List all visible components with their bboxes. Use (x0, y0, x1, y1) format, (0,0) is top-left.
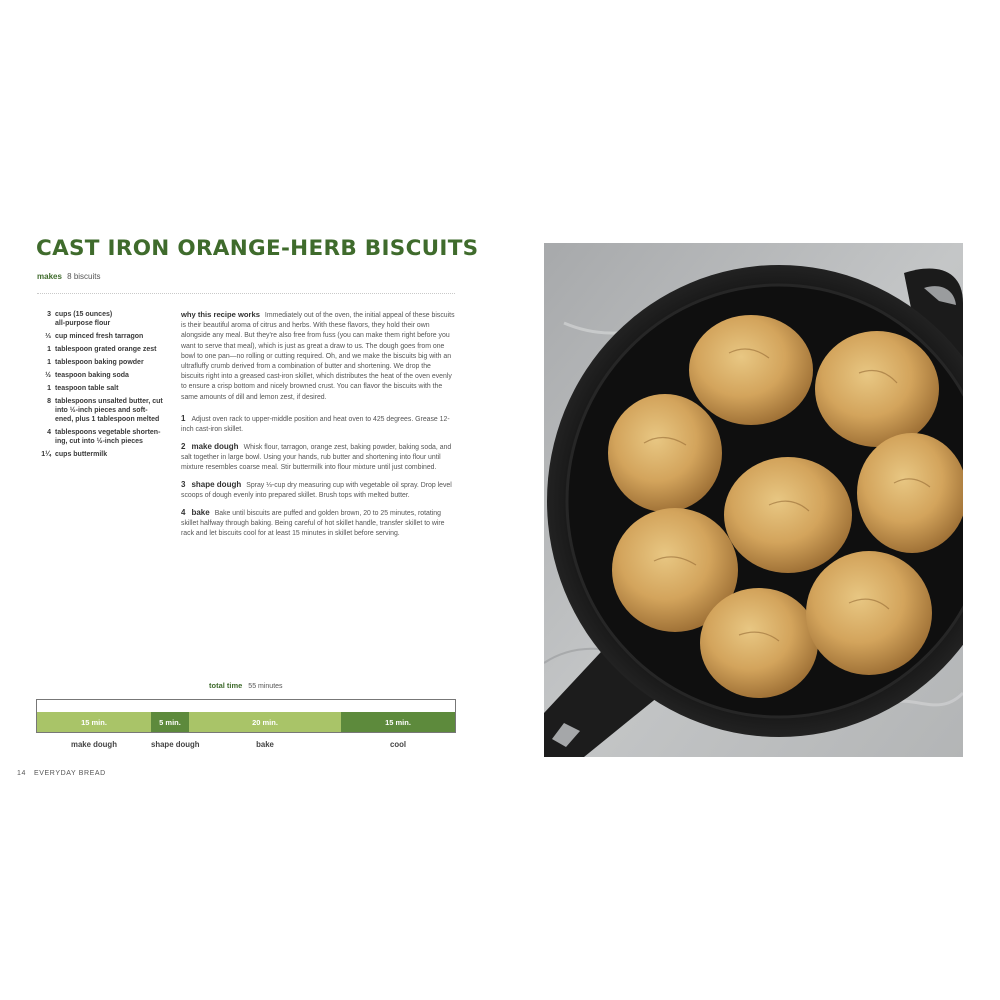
step-name: make dough (191, 441, 239, 451)
makes-label: makes (37, 272, 62, 281)
ingredient-item (37, 397, 171, 424)
ingredient-item (37, 384, 171, 393)
segment-label-make-dough: make dough (71, 740, 117, 749)
book-title: EVERYDAY BREAD (34, 770, 106, 777)
ingredient-text: teaspoon table salt (55, 385, 119, 392)
step-name: shape dough (191, 480, 242, 490)
ingredient-list (37, 310, 171, 463)
time-bar (36, 699, 456, 733)
ingredient-qty: 1 (47, 359, 51, 366)
ingredient-item (37, 371, 171, 380)
ingredient-qty: ½ (45, 372, 51, 379)
step-text: Whisk flour, tarragon, orange zest, baking powder, baking soda, and salt together in large bowl. Using your hands, rub butter and shortening into flour until mixture resembles coarse meal. Stir buttermilk into flour mixture until just combined. (181, 443, 452, 472)
step-number: 4 (181, 507, 186, 517)
ingredient-qty: 3 (47, 311, 51, 318)
ingredient-qty: 1 (47, 346, 51, 353)
ingredient-text: tablespoon baking powder (55, 359, 144, 366)
segment-shape-dough: 5 min. (151, 712, 189, 732)
yield (37, 272, 101, 281)
page-number: 14 (17, 770, 26, 777)
method-steps (181, 414, 457, 546)
segment-label-shape-dough: shape dough (151, 740, 200, 749)
ingredient-item (37, 310, 171, 328)
ingredient-text: cup minced fresh tarragon (55, 333, 144, 340)
step-1 (181, 414, 457, 435)
why-text: Immediately out of the oven, the initial appeal of these biscuits is their beautiful aroma of citrus and herbs. With these flavors, they hold their own alongside any meal. But they're also free from fuss (you can make them right before you want to serve that meal), which is just as great a draw to us. The dough goes from one bowl to one pan—no rolling or cutting required. Oh, and we make the biscuits big with an ultrafluffy crumb derived from a combination of butter and shortening. We drop the biscuits right into a greased cast-iron skillet, which distributes the heat of the oven evenly to ensure a crisp bottom and nicely browned crust. You can flavor the biscuits with the same amounts of dill and lemon zest, if desired. (181, 312, 455, 401)
ingredient-qty: 8 (47, 398, 51, 405)
step-3 (181, 480, 457, 501)
ingredient-item (37, 332, 171, 341)
ingredient-text: cups (15 ounces) all-purpose flour (55, 311, 113, 327)
makes-value: 8 biscuits (67, 272, 101, 281)
segment-label-bake: bake (256, 740, 274, 749)
why-this-recipe-works (181, 310, 455, 403)
step-text: Spray ⅓-cup dry measuring cup with vegetable oil spray. Drop level scoops of dough evenly into prepared skillet. Brush tops with melted butter. (181, 482, 452, 500)
segment-bake: 20 min. (189, 712, 341, 732)
segment-label-cool: cool (389, 740, 407, 749)
time-bar-track (37, 712, 455, 732)
ingredient-item (37, 345, 171, 354)
biscuits-skillet-photo (544, 243, 963, 757)
ingredient-item (37, 358, 171, 367)
step-4 (181, 508, 457, 540)
step-text: Bake until biscuits are puffed and golden brown, 20 to 25 minutes, rotating skillet halfway through baking. Being careful of hot skillet handle, transfer skillet to wire rack and let biscuits cool for at least 15 minutes in skillet before serving. (181, 509, 445, 538)
ingredient-text: tablespoon grated orange zest (55, 346, 157, 353)
ingredient-item (37, 450, 171, 459)
ingredient-item (37, 428, 171, 446)
ingredient-text: tablespoons vegetable shorten- ing, cut into ½-inch pieces (55, 429, 161, 445)
ingredient-text: tablespoons unsalted butter, cut into ½-inch pieces and soft- ened, plus 1 tablespoon melted (55, 398, 163, 423)
recipe-title: CAST IRON ORANGE-HERB BISCUITS (36, 236, 479, 261)
step-number: 2 (181, 441, 186, 451)
segment-make-dough: 15 min. (37, 712, 151, 732)
ingredient-qty: 4 (47, 429, 51, 436)
step-2 (181, 442, 457, 474)
ingredient-qty: ⅓ (45, 333, 51, 340)
segment-cool: 15 min. (341, 712, 455, 732)
total-time-label: total time (209, 681, 243, 690)
ingredient-text: cups buttermilk (55, 451, 108, 458)
step-number: 3 (181, 480, 186, 490)
page-footer (17, 770, 106, 777)
ingredient-qty: 1¼ (41, 451, 51, 458)
ingredient-text: teaspoon baking soda (55, 372, 129, 379)
why-label: why this recipe works (181, 310, 260, 319)
ingredient-qty: 1 (47, 385, 51, 392)
total-time-value: 55 minutes (248, 683, 283, 690)
step-number: 1 (181, 414, 186, 423)
step-name: bake (191, 507, 210, 517)
step-text: Adjust oven rack to upper-middle position and heat oven to 425 degrees. Grease 12-inch cast-iron skillet. (181, 416, 450, 434)
dotted-divider (37, 293, 455, 294)
total-time (209, 681, 283, 690)
